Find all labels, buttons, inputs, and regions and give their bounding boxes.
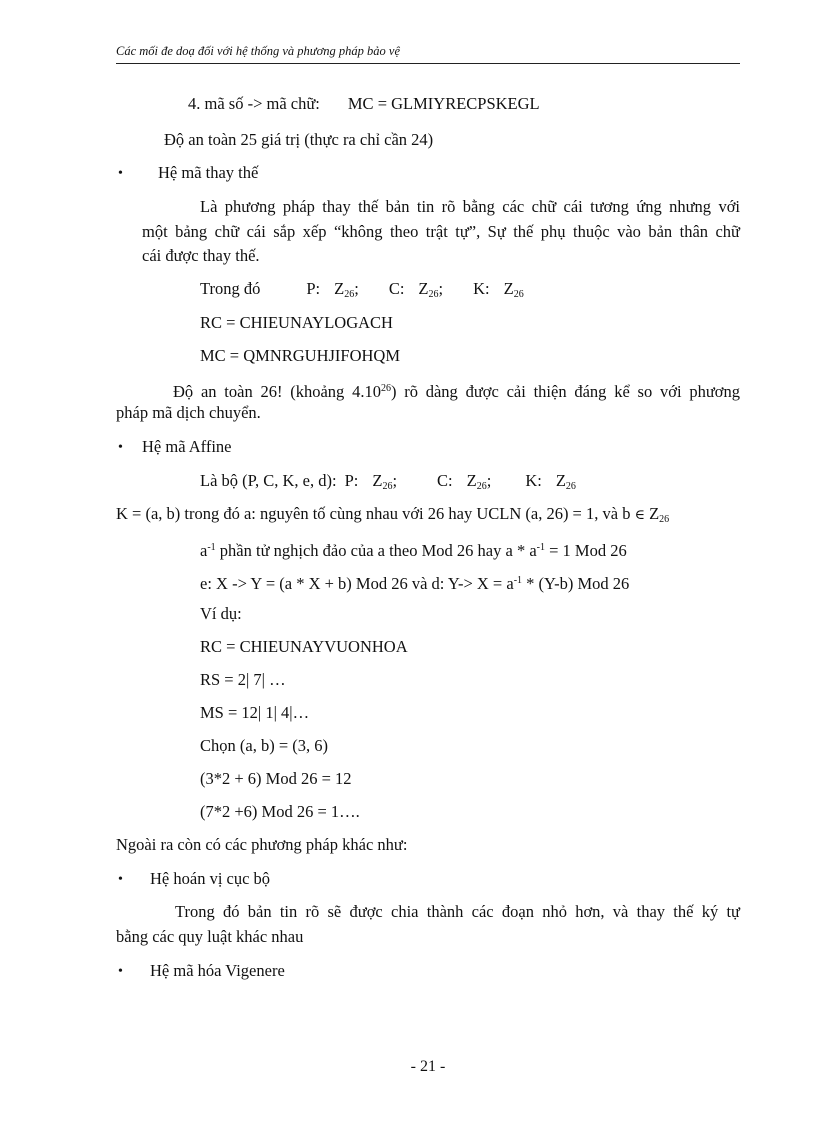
set-c-label: C: bbox=[388, 279, 405, 298]
inverse-exponent: -1 bbox=[536, 542, 545, 553]
section-title-substitution: Hệ mã thay thế bbox=[158, 163, 259, 182]
z-symbol: Z bbox=[649, 504, 660, 523]
separator: ; bbox=[486, 471, 492, 490]
affine-tuple-line bbox=[200, 471, 576, 497]
substitution-plaintext: RC = CHIEUNAYLOGACH bbox=[200, 313, 393, 332]
z-subscript: 26 bbox=[565, 481, 576, 492]
z-symbol: Z bbox=[466, 471, 477, 490]
example-label: Ví dụ: bbox=[200, 604, 242, 623]
header-rule bbox=[116, 63, 740, 64]
z-symbol: Z bbox=[503, 279, 514, 298]
other-methods-line: Ngoài ra còn có các phương pháp khác như: bbox=[116, 835, 408, 854]
example-calculation: (3*2 + 6) Mod 26 = 12 bbox=[200, 769, 352, 788]
section-title-affine: Hệ mã Affine bbox=[142, 437, 232, 456]
set-c-label: C: bbox=[437, 471, 453, 490]
set-p-label: P: bbox=[306, 279, 321, 298]
paragraph-line: Trong đó bản tin rõ sẽ được chia thành các đoạn nhỏ hơn, và thay thế ký tự bbox=[175, 902, 740, 921]
example-calculation: (7*2 +6) Mod 26 = 1…. bbox=[200, 802, 360, 821]
set-k-label: K: bbox=[525, 471, 542, 490]
example-key-choice: Chọn (a, b) = (3, 6) bbox=[200, 736, 328, 755]
inverse-line bbox=[200, 538, 627, 561]
substitution-security-line bbox=[173, 379, 740, 402]
element-of-symbol: ∈ bbox=[634, 508, 645, 523]
z-symbol: Z bbox=[372, 471, 383, 490]
z-subscript: 26 bbox=[513, 289, 524, 300]
inverse-text: = 1 Mod 26 bbox=[545, 541, 627, 560]
separator: ; bbox=[354, 279, 359, 298]
formula-text: e: X -> Y = (a * X + b) Mod 26 và d: Y-> X = a bbox=[200, 574, 514, 593]
paragraph-line: một bảng chữ cái sắp xếp “không theo trật tự”, Sự thế phụ thuộc vào bản thân chữ bbox=[142, 222, 740, 241]
set-p-label: P: bbox=[344, 471, 359, 490]
inverse-text: phần tử nghịch đảo của a theo Mod 26 hay a * a bbox=[215, 541, 537, 560]
step4-label: 4. mã số -> mã chữ: bbox=[188, 94, 320, 113]
z-subscript: 26 bbox=[428, 289, 439, 300]
z-subscript: 26 bbox=[476, 481, 487, 492]
sets-line bbox=[200, 279, 524, 305]
separator: ; bbox=[438, 279, 444, 298]
step4-value: MC = GLMIYRECPSKEGL bbox=[347, 94, 540, 113]
running-header: Các mối đe doạ đối với hệ thống và phương pháp bảo vệ bbox=[116, 44, 401, 58]
shift-security-line: Độ an toàn 25 giá trị (thực ra chỉ cần 24) bbox=[164, 130, 434, 149]
paragraph-line: bằng các quy luật khác nhau bbox=[116, 927, 304, 946]
z-subscript: 26 bbox=[344, 289, 355, 300]
paragraph-line: cái được thay thế. bbox=[142, 246, 260, 265]
substitution-ciphertext: MC = QMNRGUHJIFOHQM bbox=[200, 346, 400, 365]
affine-key-line bbox=[116, 504, 669, 530]
inverse-text: a bbox=[200, 541, 208, 560]
set-k-label: K: bbox=[473, 279, 490, 298]
z-subscript: 26 bbox=[382, 481, 393, 492]
security-text: ) rõ dàng được cải thiện đáng kể so với phương bbox=[390, 382, 740, 401]
inverse-exponent: -1 bbox=[207, 542, 216, 553]
key-text: K = (a, b) trong đó a: nguyên tố cùng nhau với 26 hay UCLN (a, 26) = 1, và b bbox=[116, 504, 631, 523]
bullet: • bbox=[118, 872, 123, 887]
formula-exponent: -1 bbox=[513, 575, 523, 586]
page-number: - 21 - bbox=[410, 1058, 446, 1075]
section-title-vigenere: Hệ mã hóa Vigenere bbox=[150, 961, 285, 980]
z-subscript: 26 bbox=[659, 514, 670, 525]
bullet: • bbox=[118, 964, 123, 979]
encrypt-decrypt-line bbox=[200, 571, 629, 594]
z-symbol: Z bbox=[418, 279, 429, 298]
example-plaintext: RC = CHIEUNAYVUONHOA bbox=[200, 637, 408, 656]
formula-text: * (Y-b) Mod 26 bbox=[522, 574, 630, 593]
example-plain-numbers: RS = 2| 7| … bbox=[200, 670, 286, 689]
security-text: Độ an toàn 26! (khoảng 4.10 bbox=[173, 382, 381, 401]
tuple-label: Là bộ (P, C, K, e, d): bbox=[200, 471, 337, 490]
section-title-local-permutation: Hệ hoán vị cục bộ bbox=[150, 869, 271, 888]
step4-line bbox=[188, 94, 540, 114]
z-symbol: Z bbox=[334, 279, 345, 298]
paragraph-line: Là phương pháp thay thế bản tin rõ bằng các chữ cái tương ứng nhưng với bbox=[200, 197, 740, 216]
where-label: Trong đó bbox=[200, 279, 261, 298]
bullet: • bbox=[118, 440, 123, 455]
z-symbol: Z bbox=[555, 471, 566, 490]
security-exponent: 26 bbox=[380, 383, 391, 394]
example-cipher-numbers: MS = 12| 1| 4|… bbox=[200, 703, 310, 722]
bullet: • bbox=[118, 166, 123, 181]
separator: ; bbox=[392, 471, 398, 490]
paragraph-line: pháp mã dịch chuyển. bbox=[116, 403, 261, 422]
